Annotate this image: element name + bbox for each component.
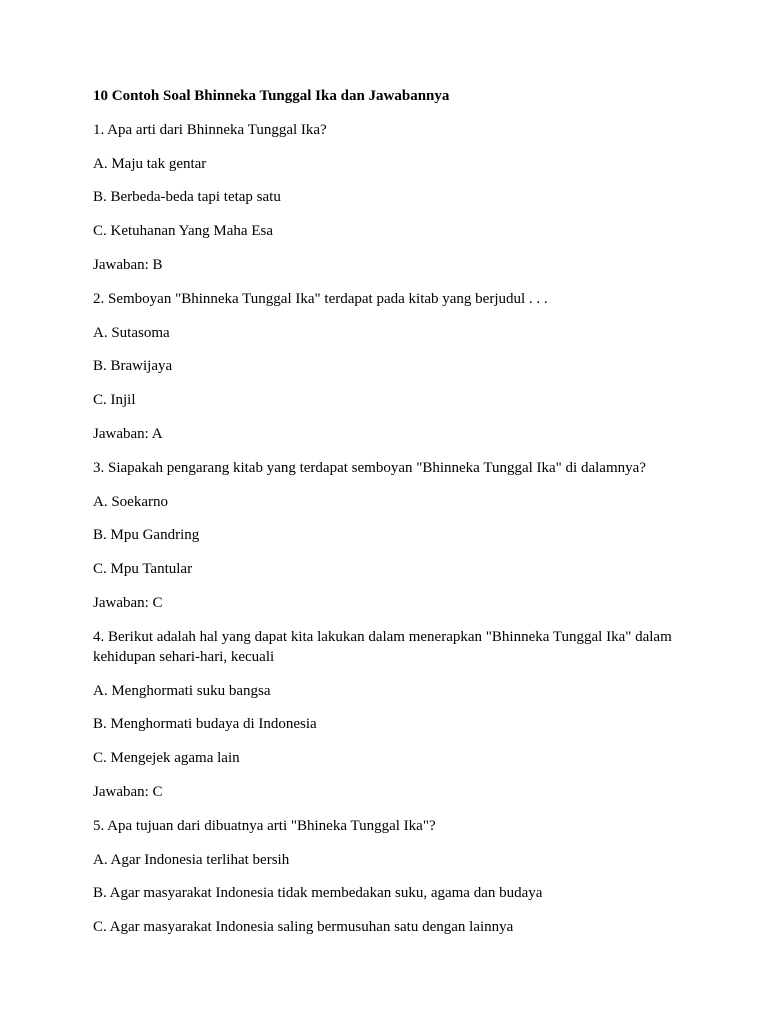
document-title: 10 Contoh Soal Bhinneka Tunggal Ika dan Jawabannya [93,88,450,104]
q5-option-c: C. Agar masyarakat Indonesia saling bermusuhan satu dengan lainnya [93,919,514,936]
q1-option-c: C. Ketuhanan Yang Maha Esa [93,223,273,240]
question-5: 5. Apa tujuan dari dibuatnya arti "Bhineka Tunggal Ika"? [93,817,436,834]
q3-answer: Jawaban: C [93,594,163,611]
document-page [93,86,693,951]
q2-option-a: A. Sutasoma [93,324,170,341]
q2-answer: Jawaban: A [93,425,163,442]
question-2: 2. Semboyan "Bhinneka Tunggal Ika" terdapat pada kitab yang berjudul . . . [93,290,548,307]
q4-option-c: C. Mengejek agama lain [93,750,240,767]
q4-answer: Jawaban: C [93,783,163,800]
q3-option-c: C. Mpu Tantular [93,561,193,578]
question-4: 4. Berikut adalah hal yang dapat kita lakukan dalam menerapkan "Bhinneka Tunggal Ika" dalam kehidupan sehari-hari, kecuali [93,628,672,665]
q3-option-a: A. Soekarno [93,493,168,510]
q2-option-c: C. Injil [93,392,136,409]
question-1: 1. Apa arti dari Bhinneka Tunggal Ika? [93,121,327,138]
q1-option-b: B. Berbeda-beda tapi tetap satu [93,189,281,206]
q5-option-a: A. Agar Indonesia terlihat bersih [93,851,290,868]
q4-option-b: B. Menghormati budaya di Indonesia [93,716,317,733]
q1-option-a: A. Maju tak gentar [93,155,207,172]
q1-answer: Jawaban: B [93,256,163,273]
q4-option-a: A. Menghormati suku bangsa [93,682,271,699]
q5-option-b: B. Agar masyarakat Indonesia tidak membedakan suku, agama dan budaya [93,885,543,902]
question-3: 3. Siapakah pengarang kitab yang terdapat semboyan "Bhinneka Tunggal Ika" di dalamnya? [93,459,646,476]
q2-option-b: B. Brawijaya [93,358,173,375]
q3-option-b: B. Mpu Gandring [93,527,200,544]
